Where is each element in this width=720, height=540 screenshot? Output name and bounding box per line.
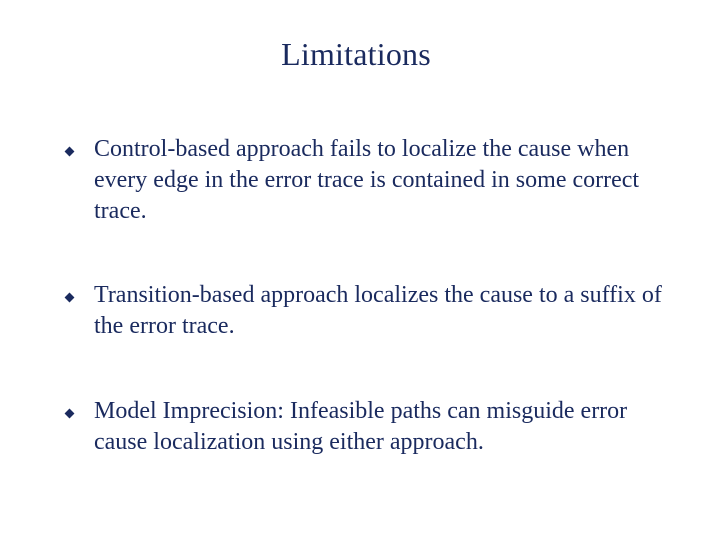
bullet-text: Model Imprecision: Infeasible paths can misguide error cause localization using either approach. — [94, 398, 628, 455]
bullet-item — [62, 280, 662, 342]
diamond-bullet-icon — [65, 293, 75, 303]
bullet-text: Control-based approach fails to localize the cause when every edge in the error trace is contained in some correct trace. — [94, 136, 640, 224]
diamond-bullet-icon — [65, 409, 75, 419]
bullet-item — [62, 134, 662, 227]
bullet-text: Transition-based approach localizes the cause to a suffix of the error trace. — [94, 282, 662, 339]
slide-title: Limitations — [281, 36, 431, 72]
bullet-item — [62, 396, 662, 458]
diamond-bullet-icon — [65, 147, 75, 157]
